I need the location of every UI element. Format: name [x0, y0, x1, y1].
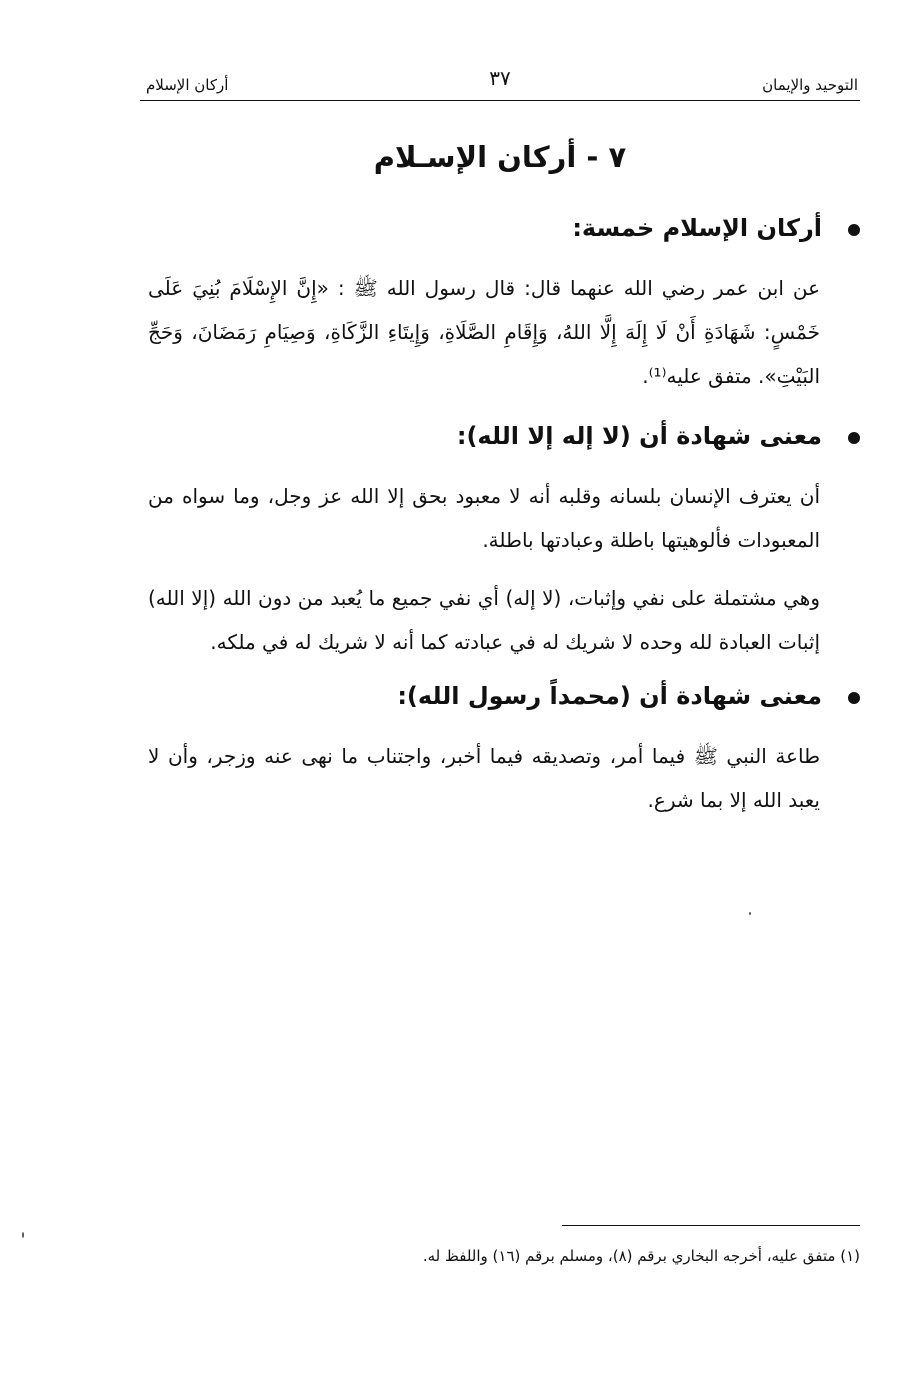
bullet-icon: [848, 432, 860, 444]
footnote-rule: [562, 1225, 860, 1226]
section-title: ٧ - أركان الإسـلام: [373, 140, 627, 174]
body-paragraph: وهي مشتملة على نفي وإثبات، (لا إله) أي نفي جميع ما يُعبد من دون الله (إلا الله) إثبات العبادة لله وحده لا شريك له في عبادته كما أنه لا شريك له في ملكه.: [148, 586, 820, 654]
page-number: ٣٧: [489, 66, 511, 90]
body-paragraph: طاعة النبي ﷺ فيما أمر، وتصديقه فيما أخبر، واجتناب ما نهى عنه وزجر، وأن لا يعبد الله إلا بما شرع.: [148, 744, 820, 812]
hadith-paragraph: عن ابن عمر رضي الله عنهما قال: قال رسول الله ﷺ : «إِنَّ الإِسْلَامَ بُنِيَ عَلَى خَمْسٍ: شَهَادَةِ أَنْ لَا إِلَهَ إِلَّا اللهُ، وَإِقَامِ الصَّلَاةِ، وَإِيتَاءِ الزَّكَاةِ، وَصِيَامِ رَمَضَانَ، وَحَجِّ البَيْتِ». متفق عليه⁽¹⁾.: [148, 276, 820, 388]
bullet-icon: [848, 224, 860, 236]
chapter-title: أركان الإسلام: [146, 76, 229, 94]
scan-speck: [22, 1232, 24, 1238]
heading-text: أركان الإسلام خمسة:: [572, 214, 822, 242]
running-header: [140, 64, 860, 104]
heading-text: معنى شهادة أن (لا إله إلا الله):: [456, 422, 822, 450]
body-paragraph: أن يعترف الإنسان بلسانه وقلبه أنه لا معبود بحق إلا الله عز وجل، وما سواه من المعبودات فألوهيتها باطلة وعبادتها باطلة.: [148, 484, 820, 552]
header-rule: [140, 100, 860, 101]
bullet-icon: [848, 692, 860, 704]
scan-speck: [749, 912, 751, 915]
heading-text: معنى شهادة أن (محمداً رسول الله):: [397, 682, 822, 710]
book-title: التوحيد والإيمان: [762, 76, 858, 94]
footnote: (١) متفق عليه، أخرجه البخاري برقم (٨)، ومسلم برقم (١٦) واللفظ له.: [422, 1247, 860, 1265]
